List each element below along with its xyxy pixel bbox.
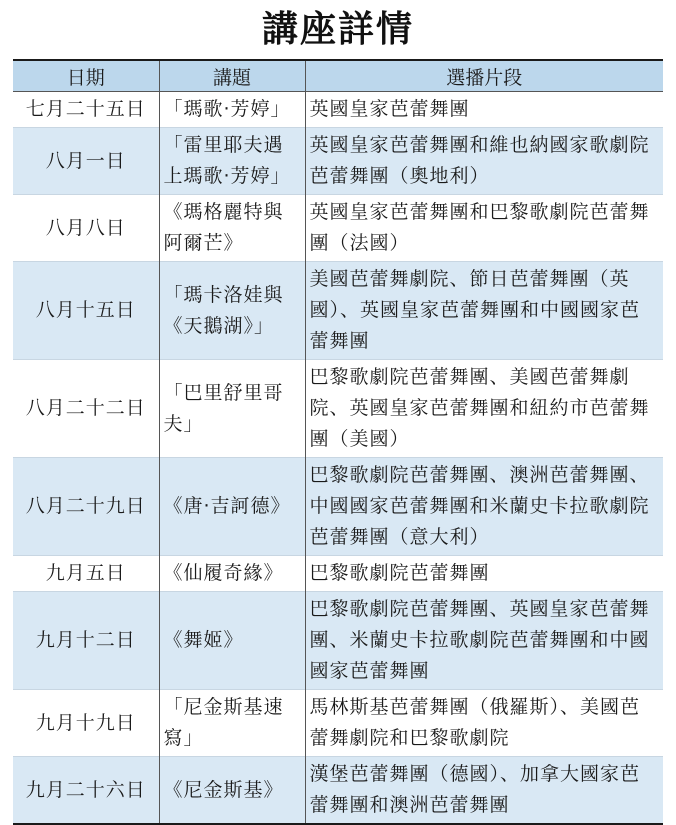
- date-cell: 八月二十二日: [13, 360, 159, 458]
- date-cell: 八月一日: [13, 128, 159, 195]
- page-title: 講座詳情: [261, 9, 414, 50]
- programme-cell: 英國皇家芭蕾舞團和巴黎歌劇院芭蕾舞團（法國）: [305, 195, 663, 262]
- table-header-row: [13, 60, 663, 92]
- table-row: [13, 556, 663, 592]
- programme-cell: 巴黎歌劇院芭蕾舞團、英國皇家芭蕾舞團、米蘭史卡拉歌劇院芭蕾舞團和中國國家芭蕾舞團: [305, 592, 663, 690]
- topic-cell: 「尼金斯基速寫」: [159, 690, 305, 757]
- programme-cell: 英國皇家芭蕾舞團和維也納國家歌劇院芭蕾舞團（奧地利）: [305, 128, 663, 195]
- topic-cell: 「瑪歌‧芳婷」: [159, 92, 305, 128]
- topic-cell: 「巴里舒里哥夫」: [159, 360, 305, 458]
- date-cell: 九月十九日: [13, 690, 159, 757]
- programme-cell: 漢堡芭蕾舞團（德國）、加拿大國家芭蕾舞團和澳洲芭蕾舞團: [305, 757, 663, 825]
- topic-cell: 《唐‧吉訶德》: [159, 458, 305, 556]
- date-cell: 八月十五日: [13, 262, 159, 360]
- header-topic: 講題: [159, 60, 305, 92]
- topic-cell: 《仙履奇緣》: [159, 556, 305, 592]
- topic-cell: 《尼金斯基》: [159, 757, 305, 825]
- date-cell: 八月二十九日: [13, 458, 159, 556]
- date-cell: 七月二十五日: [13, 92, 159, 128]
- table-row: [13, 757, 663, 825]
- programme-cell: 英國皇家芭蕾舞團: [305, 92, 663, 128]
- table-row: [13, 92, 663, 128]
- table-row: [13, 128, 663, 195]
- topic-cell: 《舞姬》: [159, 592, 305, 690]
- date-cell: 九月二十六日: [13, 757, 159, 825]
- table-row: [13, 195, 663, 262]
- topic-cell: 「瑪卡洛娃與《天鵝湖》」: [159, 262, 305, 360]
- topic-cell: 「雷里耶夫遇上瑪歌‧芳婷」: [159, 128, 305, 195]
- date-cell: 九月十二日: [13, 592, 159, 690]
- programme-cell: 巴黎歌劇院芭蕾舞團: [305, 556, 663, 592]
- table-row: [13, 360, 663, 458]
- topic-cell: 《瑪格麗特與阿爾芒》: [159, 195, 305, 262]
- table-row: [13, 458, 663, 556]
- table-row: [13, 690, 663, 757]
- programme-cell: 美國芭蕾舞劇院、節日芭蕾舞團（英國）、英國皇家芭蕾舞團和中國國家芭蕾舞團: [305, 262, 663, 360]
- header-programme: 選播片段: [305, 60, 663, 92]
- lecture-table: [13, 59, 663, 825]
- date-cell: 八月八日: [13, 195, 159, 262]
- date-cell: 九月五日: [13, 556, 159, 592]
- programme-cell: 馬林斯基芭蕾舞團（俄羅斯）、美國芭蕾舞劇院和巴黎歌劇院: [305, 690, 663, 757]
- programme-cell: 巴黎歌劇院芭蕾舞團、澳洲芭蕾舞團、中國國家芭蕾舞團和米蘭史卡拉歌劇院芭蕾舞團（意大利）: [305, 458, 663, 556]
- programme-cell: 巴黎歌劇院芭蕾舞團、美國芭蕾舞劇院、英國皇家芭蕾舞團和紐約市芭蕾舞團（美國）: [305, 360, 663, 458]
- header-date: 日期: [13, 60, 159, 92]
- table-row: [13, 592, 663, 690]
- table-row: [13, 262, 663, 360]
